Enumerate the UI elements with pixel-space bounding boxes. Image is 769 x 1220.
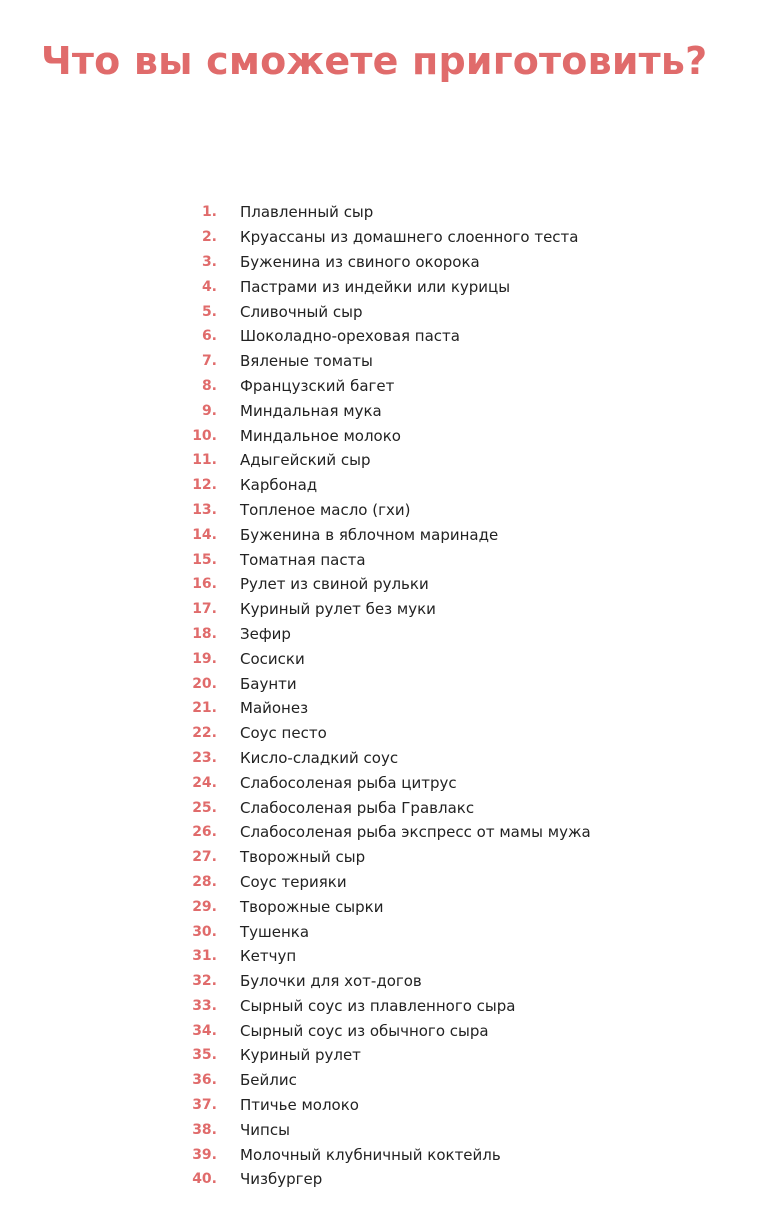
list-item-number: 22. (192, 725, 217, 742)
list-item-number: 21. (192, 700, 217, 717)
list-item (180, 1117, 591, 1142)
list-item (180, 299, 591, 324)
list-item-number: 19. (192, 650, 217, 667)
list-item-number: 33. (192, 997, 217, 1014)
list-item (180, 845, 591, 870)
list-item (180, 622, 591, 647)
list-item-label: Карбонад (240, 476, 318, 495)
list-item-label: Миндальное молоко (240, 426, 401, 445)
list-item-number: 29. (192, 898, 217, 915)
list-item-label: Миндальная мука (240, 401, 382, 420)
list-item (180, 423, 591, 448)
list-item (180, 671, 591, 696)
list-item-label: Чипсы (240, 1120, 290, 1139)
list-item-label: Слабосоленая рыба Гравлакс (240, 798, 475, 817)
list-item-label: Кисло-сладкий соус (240, 748, 399, 767)
list-item-number: 37. (192, 1097, 217, 1114)
list-item-label: Буженина из свиного окорока (240, 252, 480, 271)
list-item-label: Булочки для хот-догов (240, 972, 422, 991)
list-item-number: 3. (201, 253, 217, 270)
list-item-label: Зефир (240, 624, 291, 643)
list-item-number: 30. (192, 923, 217, 940)
list-item-label: Птичье молоко (240, 1096, 359, 1115)
list-item-number: 9. (201, 402, 217, 419)
list-item-number: 14. (192, 526, 217, 543)
list-item-number: 13. (192, 501, 217, 518)
list-item-label: Французский багет (240, 376, 395, 395)
list-item-number: 5. (201, 303, 217, 320)
list-item-label: Сосиски (240, 649, 305, 668)
list-item-number: 4. (201, 278, 217, 295)
list-item (180, 721, 591, 746)
list-item-label: Куриный рулет без муки (240, 600, 436, 619)
list-item (180, 547, 591, 572)
list-item-label: Бейлис (240, 1071, 297, 1090)
list-item-number: 7. (201, 353, 217, 370)
list-item-label: Рулет из свиной рульки (240, 575, 429, 594)
list-item-label: Топленое масло (гхи) (240, 500, 411, 519)
list-item-label: Куриный рулет (240, 1046, 361, 1065)
list-item (180, 696, 591, 721)
list-item-label: Соус терияки (240, 872, 347, 891)
list-item-number: 15. (192, 551, 217, 568)
list-item (180, 572, 591, 597)
list-item (180, 448, 591, 473)
list-item-label: Адыгейский сыр (240, 451, 371, 470)
list-item (180, 274, 591, 299)
list-item-number: 2. (201, 229, 217, 246)
list-item-label: Слабосоленая рыба цитрус (240, 773, 457, 792)
list-item (180, 1093, 591, 1118)
list-item-number: 8. (201, 377, 217, 394)
list-item-label: Кетчуп (240, 947, 297, 966)
list-item-label: Сырный соус из обычного сыра (240, 1021, 489, 1040)
list-item-number: 24. (192, 774, 217, 791)
list-item-number: 18. (192, 625, 217, 642)
list-item (180, 746, 591, 771)
list-item-number: 10. (192, 427, 217, 444)
list-item (180, 1142, 591, 1167)
list-item-number: 12. (192, 477, 217, 494)
list-item-label: Пастрами из индейки или курицы (240, 277, 511, 296)
list-item (180, 870, 591, 895)
list-item-label: Творожный сыр (240, 848, 366, 867)
list-item-number: 32. (192, 973, 217, 990)
list-item (180, 820, 591, 845)
list-item-label: Майонез (240, 699, 309, 718)
list-item (180, 398, 591, 423)
list-item-label: Вяленые томаты (240, 352, 373, 371)
list-item-number: 16. (192, 576, 217, 593)
list-item-number: 26. (192, 824, 217, 841)
list-item (180, 1043, 591, 1068)
recipe-list (180, 200, 591, 1192)
list-item (180, 324, 591, 349)
list-item (180, 522, 591, 547)
list-item (180, 944, 591, 969)
list-item-number: 25. (192, 799, 217, 816)
list-item (180, 1068, 591, 1093)
list-item-number: 23. (192, 749, 217, 766)
list-item (180, 374, 591, 399)
list-item (180, 1167, 591, 1192)
list-item-number: 36. (192, 1072, 217, 1089)
list-item (180, 770, 591, 795)
list-item (180, 919, 591, 944)
list-item-number: 38. (192, 1121, 217, 1138)
list-item-label: Сырный соус из плавленного сыра (240, 996, 516, 1015)
list-item-label: Чизбургер (240, 1170, 323, 1189)
list-item-number: 31. (192, 948, 217, 965)
list-item-number: 34. (192, 1022, 217, 1039)
list-item-label: Томатная паста (240, 550, 366, 569)
list-item-label: Круассаны из домашнего слоенного теста (240, 228, 579, 247)
list-item-number: 39. (192, 1146, 217, 1163)
list-item-label: Плавленный сыр (240, 203, 374, 222)
list-item-label: Слабосоленая рыба экспресс от мамы мужа (240, 823, 591, 842)
list-item-label: Молочный клубничный коктейль (240, 1145, 501, 1164)
list-item-number: 17. (192, 601, 217, 618)
list-item-number: 40. (192, 1171, 217, 1188)
list-item (180, 498, 591, 523)
list-item (180, 597, 591, 622)
list-item (180, 894, 591, 919)
list-item-number: 28. (192, 873, 217, 890)
list-item-label: Сливочный сыр (240, 302, 363, 321)
list-item-label: Соус песто (240, 724, 327, 743)
list-item-number: 1. (201, 204, 217, 221)
list-item-number: 11. (192, 452, 217, 469)
list-item (180, 969, 591, 994)
list-item (180, 200, 591, 225)
list-item (180, 473, 591, 498)
list-item-label: Буженина в яблочном маринаде (240, 525, 499, 544)
list-item-label: Шоколадно-ореховая паста (240, 327, 460, 346)
list-item (180, 795, 591, 820)
list-item (180, 646, 591, 671)
list-item (180, 1018, 591, 1043)
list-item (180, 250, 591, 275)
list-item-label: Баунти (240, 674, 297, 693)
list-item (180, 349, 591, 374)
list-item (180, 994, 591, 1019)
list-item-label: Тушенка (240, 922, 310, 941)
page-title: Что вы сможете приготовить? (41, 39, 708, 83)
list-item-number: 20. (192, 675, 217, 692)
list-item-number: 27. (192, 849, 217, 866)
list-item-label: Творожные сырки (240, 897, 384, 916)
list-item-number: 6. (201, 328, 217, 345)
list-item-number: 35. (192, 1047, 217, 1064)
list-item (180, 225, 591, 250)
